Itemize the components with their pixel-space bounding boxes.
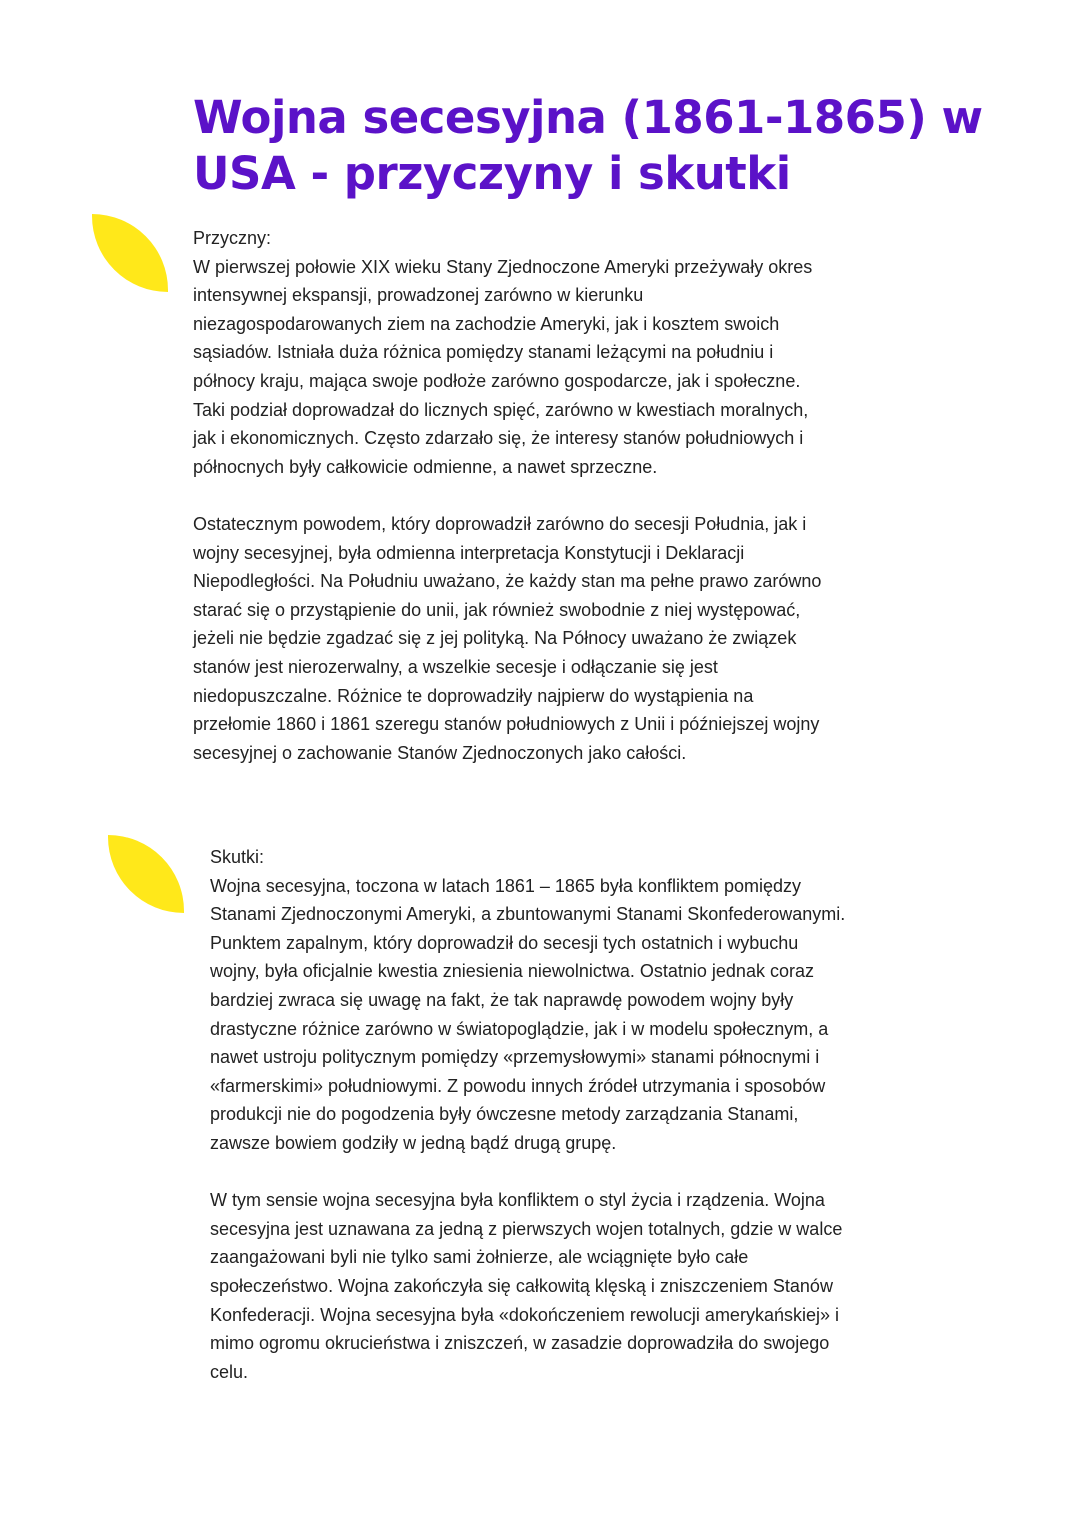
effects-label: Skutki: (210, 847, 265, 867)
page-title: Wojna secesyjna (1861-1865) w USA - przyczyny i skutki (193, 91, 983, 200)
effects-paragraph-2: W tym sensie wojna secesyjna była konfliktem o styl życia i rządzenia. Wojna secesyjna jest uznawana za jedną z pierwszych wojen totalnych, gdzie w walce zaangażowani byli nie tylko sami żołnierze, ale wciągnięte było całe społeczeństwo. Wojna zakończyła się całkowitą klęską i zniszczeniem Stanów Konfederacji. Wojna secesyjna była «dokończeniem rewolucji amerykańskiej» i mimo ogromu okrucieństwa i zniszczeń, w zasadzie doprowadziła do swojego celu. (210, 1190, 843, 1382)
leaf-decoration-icon (108, 835, 184, 913)
causes-paragraph-1: W pierwszej połowie XIX wieku Stany Zjednoczone Ameryki przeżywały okres intensywnej ekspansji, prowadzonej zarówno w kierunku niezagospodarowanych ziem na zachodzie Ameryki, jak i kosztem swoich sąsiadów. Istniała duża różnica pomiędzy stanami leżącymi na południu i północy kraju, mająca swoje podłoże zarówno gospodarcze, jak i społeczne. Taki podział doprowadzał do licznych spięć, zarówno w kwestiach moralnych, jak i ekonomicznych. Często zdarzało się, że interesy stanów południowych i północnych były całkowicie odmienne, a nawet sprzeczne. (193, 256, 813, 477)
causes-section (193, 224, 983, 767)
effects-paragraph-1: Wojna secesyjna, toczona w latach 1861 – 1865 była konfliktem pomiędzy Stanami Zjednoczonymi Ameryki, a zbuntowanymi Stanami Skonfederowanymi. Punktem zapalnym, który doprowadził do secesji tych ostatnich i wybuchu wojny, była oficjalnie kwestia zniesienia niewolnictwa. Ostatnio jednak coraz bardziej zwraca się uwagę na fakt, że tak naprawdę powodem wojny były drastyczne różnice zarówno w światopoglądzie, jak i w modelu społecznym, a nawet ustroju politycznym pomiędzy «przemysłowymi» stanami północnymi i «farmerskimi» południowymi. Z powodu innych źródeł utrzymania i sposobów produkcji nie do pogodzenia były ówczesne metody zarządzania Stanami, zawsze bowiem godziły w jedną bądź drugą grupę. (210, 875, 846, 1153)
leaf-decoration-icon (92, 214, 168, 292)
effects-section (210, 843, 1000, 1386)
causes-label: Przyczny: (193, 228, 272, 248)
causes-paragraph-2: Ostatecznym powodem, który doprowadził zarówno do secesji Południa, jak i wojny secesyjnej, była odmienna interpretacja Konstytucji i Deklaracji Niepodległości. Na Południu uważano, że każdy stan ma pełne prawo zarówno starać się o przystąpienie do unii, jak również swobodnie z niej występować, jeżeli nie będzie zgadzać się z jej polityką. Na Północy uważano że związek stanów jest nierozerwalny, a wszelkie secesje i odłączanie się jest niedopuszczalne. Różnice te doprowadziły najpierw do wystąpienia na przełomie 1860 i 1861 szeregu stanów południowych z Unii i późniejszej wojny secesyjnej o zachowanie Stanów Zjednoczonych jako całości. (193, 513, 822, 763)
